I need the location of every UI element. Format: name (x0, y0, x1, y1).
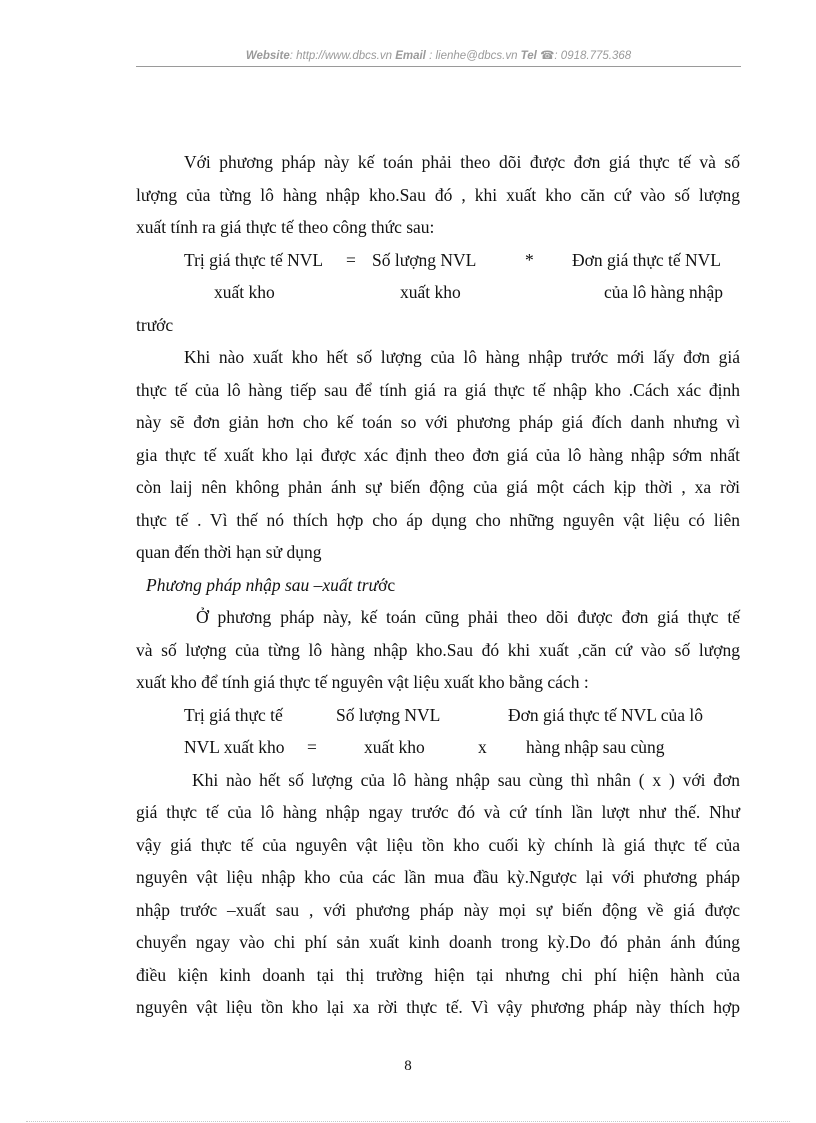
formula2-col1: NVL xuất kho (184, 737, 285, 757)
email-label: Email (395, 50, 426, 62)
para3-line: và số lượng của từng lô hàng nhập kho.Sau đó khi xuất ,căn cứ vào số lượng (136, 639, 740, 660)
header-rule (136, 66, 741, 67)
email-value: : lienhe@dbcs.vn (429, 50, 518, 62)
formula1-row2 (136, 276, 740, 309)
formula1-equals: = (346, 249, 356, 270)
para2-line: này sẽ đơn giản hơn cho kế toán so với phương pháp giá đích danh nhưng vì (136, 412, 740, 432)
page-header (136, 48, 741, 62)
para2-line: Khi nào xuất kho hết số lượng của lô hàng nhập trước mới lấy đơn giá (184, 347, 740, 367)
formula2-row1 (136, 699, 740, 732)
para2-line: quan đến thời hạn sử dụng (136, 542, 322, 562)
para4-line: nguyên vật liệu nhập kho của các lần mua đầu kỳ.Ngược lại với phương pháp (136, 867, 740, 887)
phone-icon: ☎ (540, 50, 555, 62)
formula2-col1: Trị giá thực tế (184, 704, 283, 725)
heading-italic: Phương pháp nhập sau –xuất trư (146, 574, 379, 595)
formula1-row1 (136, 244, 740, 277)
para4-line: giá thực tế của lô hàng nhập ngay trước đó và cứ tính lần lượt như thế. Như (136, 802, 740, 822)
formula1-col2: xuất kho (400, 282, 461, 302)
page-number: 8 (404, 1058, 412, 1074)
formula2-equals: = (307, 737, 317, 757)
para2-line: thực tế . Vì thế nó thích hợp cho áp dụng cho những nguyên vật liệu có liên (136, 509, 740, 530)
formula2-col3: Đơn giá thực tế NVL của lô (508, 704, 703, 725)
para4-line: Khi nào hết số lượng của lô hàng nhập sau cùng thì nhân ( x ) với đơn (192, 769, 740, 790)
formula1-col3: của lô hàng nhập (604, 282, 724, 302)
para1-line: xuất tính ra giá thực tế theo công thức sau: (136, 217, 435, 237)
website-value: : http://www.dbcs.vn (289, 50, 392, 62)
para2-line: thực tế của lô hàng tiếp sau để tính giá ra giá thực tế nhập kho .Cách xác định (136, 379, 740, 400)
para4-line: nhập trước –xuất sau , với phương pháp này mọi sự biến động về giá được (136, 899, 740, 920)
para3-line: Ở phương pháp này, kế toán cũng phải theo dõi được đơn giá thực tế (196, 607, 740, 627)
formula2-col2: xuất kho (364, 737, 425, 757)
section-heading (136, 569, 740, 602)
tel-label: Tel (520, 50, 537, 62)
para1-line: Với phương pháp này kế toán phải theo dõi được đơn giá thực tế và số (184, 152, 740, 172)
tel-value: : 0918.775.368 (554, 50, 632, 62)
para4-line: chuyển ngay vào chi phí sản xuất kinh doanh trong kỳ.Do đó phản ánh đúng (136, 932, 740, 952)
formula2-col3: hàng nhập sau cùng (526, 737, 665, 757)
formula1-operator: * (525, 249, 534, 270)
formula1-wrap: trước (136, 314, 174, 335)
formula2-col2: Số lượng NVL (336, 704, 441, 725)
formula2-operator: x (478, 737, 487, 757)
formula1-col3: Đơn giá thực tế NVL (572, 249, 721, 270)
website-label: Website (245, 50, 290, 62)
para4-line: điều kiện kinh doanh tại thị trường hiện tại nhưng chi phí hiện hành của (136, 964, 740, 985)
footer-rule (26, 1121, 790, 1122)
para4-line: vậy giá thực tế của nguyên vật liệu tồn kho cuối kỳ chính là giá thực tế của (136, 834, 740, 855)
document-body (136, 146, 740, 1024)
heading-tail: ớc (378, 574, 396, 595)
formula1-col2: Số lượng NVL (372, 249, 477, 270)
para4-line: nguyên vật liệu tồn kho lại xa rời thực tế. Vì vậy phương pháp này thích hợp (136, 997, 740, 1017)
formula1-col1: Trị giá thực tế NVL (184, 249, 324, 270)
para1-line: lượng của từng lô hàng nhập kho.Sau đó , khi xuất kho căn cứ vào số lượng (136, 184, 740, 205)
para2-line: còn laij nên không phản ánh sự biến động của giá một cách kịp thời , xa rời (136, 477, 740, 497)
para3-line: xuất kho để tính giá thực tế nguyên vật liệu xuất kho bằng cách : (136, 672, 589, 692)
formula1-col1: xuất kho (214, 282, 275, 302)
para2-line: gia thực tế xuất kho lại được xác định theo đơn giá của lô hàng nhập sớm nhất (136, 444, 740, 465)
formula2-row2 (136, 731, 740, 764)
